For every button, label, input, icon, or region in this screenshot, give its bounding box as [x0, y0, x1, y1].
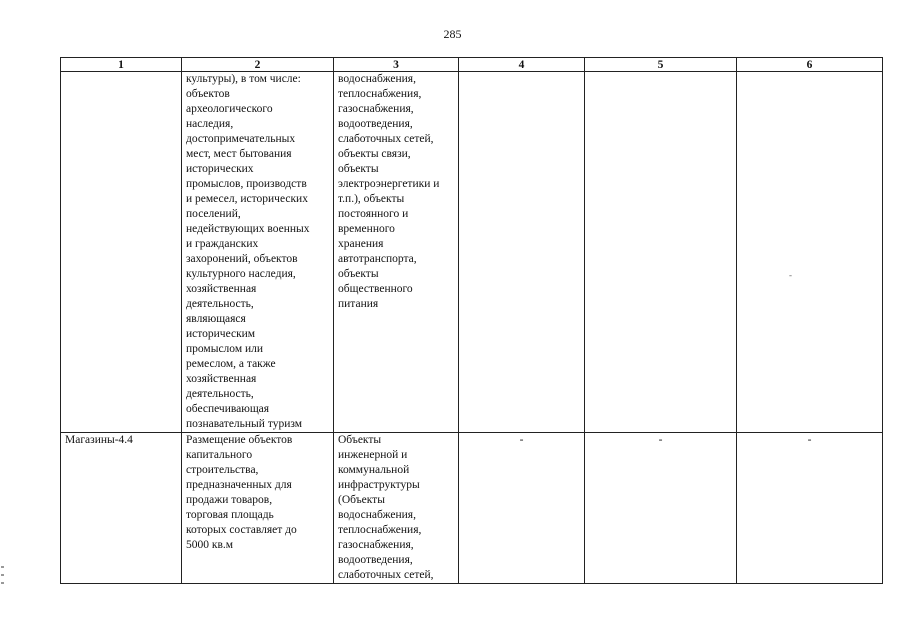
table-cell: - [737, 433, 883, 584]
table-row [61, 72, 883, 433]
column-header-4: 4 [459, 58, 585, 72]
table-cell [737, 72, 883, 433]
table-cell [61, 72, 182, 433]
column-header-6: 6 [737, 58, 883, 72]
table-row [61, 433, 883, 584]
table-cell: культуры), в том числе: объектов археологического наследия, достопримечательных мест, мест бытования исторических промыслов, производств и ремесел, исторических поселений, недействующих военных и гражданских захоронений, объектов культурного наследия, хозяйственная деятельность, являющаяся историческим промыслом или ремеслом, а также хозяйственная деятельность, обеспечивающая познавательный туризм [182, 72, 334, 433]
stray-mark: - [789, 270, 792, 280]
regulations-table [60, 57, 883, 584]
column-header-2: 2 [182, 58, 334, 72]
table-cell: Объекты инженерной и коммунальной инфраструктуры (Объекты водоснабжения, теплоснабжения, газоснабжения, водоотведения, слаботочных сетей, [334, 433, 459, 584]
header-row [61, 58, 883, 72]
scan-edge-mark-icon [1, 566, 4, 596]
page-number: 285 [443, 27, 462, 41]
table-cell: водоснабжения, теплоснабжения, газоснабжения, водоотведения, слаботочных сетей, объекты связи, объекты электроэнергетики и т.п.), объекты постоянного и временного хранения автотранспорта, объекты общественного питания [334, 72, 459, 433]
table-cell: Магазины-4.4 [61, 433, 182, 584]
table-cell: Размещение объектов капитального строительства, предназначенных для продажи товаров, торговая площадь которых составляет до 5000 кв.м [182, 433, 334, 584]
table-cell [459, 72, 585, 433]
scan-edge-marks [1, 566, 4, 598]
column-header-1: 1 [61, 58, 182, 72]
column-header-3: 3 [334, 58, 459, 72]
table-cell: - [585, 433, 737, 584]
column-header-5: 5 [585, 58, 737, 72]
table-cell: - [459, 433, 585, 584]
table-cell [585, 72, 737, 433]
